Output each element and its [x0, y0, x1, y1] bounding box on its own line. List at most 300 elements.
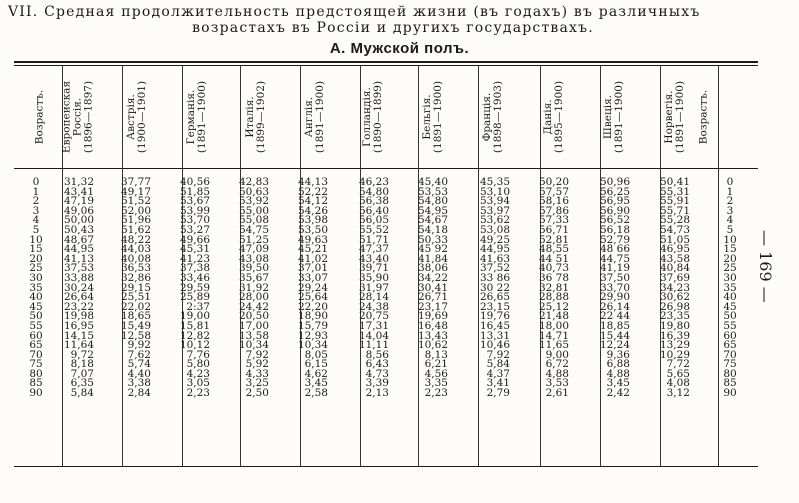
- value-cell: 13,29: [659, 339, 690, 352]
- age-cell: 10: [29, 233, 43, 246]
- value-cell: 51,85: [179, 185, 210, 198]
- value-cell: 47,19: [63, 195, 94, 208]
- value-cell: 53,62: [479, 214, 510, 227]
- column-header-label: Франція. (1898—1903): [481, 80, 504, 154]
- column-header-label: Возрастъ.: [697, 89, 710, 145]
- column-header: [169, 70, 225, 164]
- value-cell: 45,21: [297, 243, 328, 256]
- value-cell: 33 86: [479, 271, 510, 284]
- value-cell: 23,15: [479, 300, 510, 313]
- value-cell: 9,92: [127, 339, 151, 352]
- header-rule: [14, 168, 758, 169]
- value-cell: 49,06: [63, 204, 94, 217]
- value-cell: 31,32: [63, 176, 94, 188]
- value-cell: 8,18: [70, 358, 94, 371]
- age-cell: 35: [29, 281, 43, 294]
- age-cell: 15: [723, 243, 737, 256]
- value-cell: 7,62: [127, 348, 151, 361]
- value-cell: 3,45: [304, 377, 328, 390]
- value-cell: 48,55: [538, 243, 569, 256]
- value-cell: 56,18: [599, 223, 630, 236]
- value-cell: 53,70: [179, 214, 210, 227]
- value-cell: 7,76: [186, 348, 210, 361]
- value-cell: 54,80: [358, 185, 389, 198]
- age-cell: 3: [32, 204, 40, 217]
- value-cell: 29,59: [179, 281, 210, 294]
- age-cell: 20: [723, 252, 737, 265]
- value-cell: 24,38: [358, 300, 389, 313]
- value-cell: 6,88: [606, 358, 630, 371]
- value-cell: 13,43: [417, 329, 448, 342]
- value-cell: 53,98: [297, 214, 328, 227]
- value-cell: 39,71: [358, 262, 389, 275]
- value-column: [450, 178, 510, 399]
- value-cell: 15,44: [599, 329, 630, 342]
- value-cell: 3,39: [365, 377, 389, 390]
- value-cell: 30,62: [659, 291, 690, 304]
- value-cell: 45,40: [417, 176, 448, 188]
- column-header: [287, 70, 343, 164]
- value-cell: 2,79: [486, 387, 510, 400]
- value-cell: 15,49: [120, 319, 151, 332]
- value-cell: 4,37: [486, 367, 510, 380]
- value-cell: 3,35: [424, 377, 448, 390]
- value-cell: 16,45: [479, 319, 510, 332]
- column-header: [109, 70, 165, 164]
- value-cell: 46,95: [659, 243, 690, 256]
- age-cell: 1: [726, 185, 734, 198]
- value-cell: 26,64: [63, 291, 94, 304]
- top-rule-thin: [14, 65, 758, 66]
- value-cell: 33,07: [297, 271, 328, 284]
- column-header: [586, 70, 642, 164]
- column-header: [345, 70, 401, 164]
- value-cell: 51,62: [120, 223, 151, 236]
- value-cell: 3,45: [606, 377, 630, 390]
- value-cell: 50,00: [63, 214, 94, 227]
- value-cell: 53,94: [479, 195, 510, 208]
- value-cell: 12,24: [599, 339, 630, 352]
- value-cell: 26,71: [417, 291, 448, 304]
- value-cell: 53,08: [479, 223, 510, 236]
- column-header-label: Возрастъ.: [33, 89, 46, 145]
- value-cell: 18,00: [538, 319, 569, 332]
- value-cell: 21,48: [538, 310, 569, 323]
- value-cell: 11,64: [63, 339, 94, 352]
- value-cell: 19,76: [479, 310, 510, 323]
- value-cell: 12,58: [120, 329, 151, 342]
- value-cell: 6,72: [545, 358, 569, 371]
- value-cell: 37,01: [297, 262, 328, 275]
- value-cell: 19,80: [659, 319, 690, 332]
- value-cell: 28,14: [358, 291, 389, 304]
- value-cell: 28,88: [538, 291, 569, 304]
- age-cell: 30: [29, 271, 43, 284]
- value-cell: 57,57: [538, 185, 569, 198]
- value-cell: 37,38: [179, 262, 210, 275]
- value-cell: 3,12: [666, 387, 690, 400]
- value-cell: 15,81: [179, 319, 210, 332]
- value-cell: 20,50: [238, 310, 269, 323]
- value-cell: 53,53: [417, 185, 448, 198]
- value-cell: 51,25: [238, 233, 269, 246]
- age-cell: 75: [723, 358, 737, 371]
- value-cell: 33,70: [599, 281, 630, 294]
- value-cell: 10,34: [238, 339, 269, 352]
- value-cell: 36 78: [538, 271, 569, 284]
- value-cell: 54,75: [238, 223, 269, 236]
- value-cell: 50,63: [238, 185, 269, 198]
- value-cell: 2,50: [245, 387, 269, 400]
- value-cell: 4,73: [365, 367, 389, 380]
- value-cell: 22 44: [599, 310, 630, 323]
- value-cell: 23,35: [659, 310, 690, 323]
- age-cell: 60: [29, 329, 43, 342]
- value-column: [329, 178, 389, 399]
- value-cell: 20,75: [358, 310, 389, 323]
- value-cell: 16,95: [63, 319, 94, 332]
- value-cell: 9,00: [545, 348, 569, 361]
- column-header-label: Германія. (1891—1900): [185, 80, 208, 154]
- age-cell: 1: [32, 185, 40, 198]
- value-cell: 18,90: [297, 310, 328, 323]
- value-cell: 18,65: [120, 310, 151, 323]
- value-cell: 37,53: [63, 262, 94, 275]
- value-cell: 32,86: [120, 271, 151, 284]
- value-cell: 12,93: [297, 329, 328, 342]
- value-cell: 40,56: [179, 176, 210, 188]
- value-cell: 48,22: [120, 233, 151, 246]
- value-cell: 43,40: [358, 252, 389, 265]
- value-cell: 4,56: [424, 367, 448, 380]
- value-cell: 3,41: [486, 377, 510, 390]
- value-cell: 7,07: [70, 367, 94, 380]
- value-cell: 55,71: [659, 204, 690, 217]
- value-cell: 55,08: [238, 214, 269, 227]
- value-cell: 52,00: [120, 204, 151, 217]
- value-cell: 10,29: [659, 348, 690, 361]
- value-cell: 23,22: [63, 300, 94, 313]
- column-header-label: Бельгія. (1891—1900): [421, 80, 444, 154]
- value-cell: 47,37: [358, 243, 389, 256]
- value-cell: 54,67: [417, 214, 448, 227]
- value-cell: 50,41: [659, 176, 690, 188]
- value-cell: 10,34: [297, 339, 328, 352]
- column-header-label: Данія. (1895—1900): [542, 80, 565, 154]
- value-cell: 41,84: [417, 252, 448, 265]
- value-cell: 2,23: [186, 387, 210, 400]
- age-cell: 55: [29, 319, 43, 332]
- value-cell: 28,00: [238, 291, 269, 304]
- value-cell: 55,31: [659, 185, 690, 198]
- value-column: [509, 178, 569, 399]
- value-column: [268, 178, 328, 399]
- value-cell: 49,17: [120, 185, 151, 198]
- column-header-label: Голландія. (1890—1899): [361, 80, 384, 154]
- value-cell: 14,71: [538, 329, 569, 342]
- age-cell: 25: [29, 262, 43, 275]
- value-cell: 5,84: [70, 387, 94, 400]
- value-cell: 48,67: [63, 233, 94, 246]
- value-cell: 3,53: [545, 377, 569, 390]
- column-header-label: Англія. (1891—1900): [303, 80, 326, 154]
- value-cell: 4,88: [606, 367, 630, 380]
- value-cell: 36,53: [120, 262, 151, 275]
- value-cell: 2,58: [304, 387, 328, 400]
- value-cell: 50,20: [538, 176, 569, 188]
- value-cell: 13,58: [238, 329, 269, 342]
- value-cell: 52,81: [538, 233, 569, 246]
- value-cell: 53,27: [179, 223, 210, 236]
- value-cell: 50,43: [63, 223, 94, 236]
- table-title: [8, 4, 778, 36]
- age-cell: 80: [723, 367, 737, 380]
- value-cell: 31,92: [238, 281, 269, 294]
- age-cell: 5: [32, 223, 40, 236]
- age-cell: 45: [29, 300, 43, 313]
- age-cell: 4: [726, 214, 734, 227]
- value-cell: 4,33: [245, 367, 269, 380]
- value-column: [570, 178, 630, 399]
- value-cell: 45,35: [479, 176, 510, 188]
- column-header-label: Норвегія. (1891—1900): [663, 80, 686, 154]
- age-cell: 2: [726, 195, 734, 208]
- value-cell: 45,31: [179, 243, 210, 256]
- value-cell: 53,50: [297, 223, 328, 236]
- value-cell: 30,41: [417, 281, 448, 294]
- value-cell: 54,26: [297, 204, 328, 217]
- value-cell: 41,23: [179, 252, 210, 265]
- value-cell: 41,19: [599, 262, 630, 275]
- value-cell: 40,84: [659, 262, 690, 275]
- age-cell: 40: [29, 291, 43, 304]
- age-cell: 65: [723, 339, 737, 352]
- value-cell: 11,65: [538, 339, 569, 352]
- value-cell: 50,96: [599, 176, 630, 188]
- value-cell: 51,71: [358, 233, 389, 246]
- value-cell: 52,22: [297, 185, 328, 198]
- value-cell: 48 66: [599, 243, 630, 256]
- value-cell: 44,13: [297, 176, 328, 188]
- value-cell: 39,50: [238, 262, 269, 275]
- value-cell: 41,13: [63, 252, 94, 265]
- value-cell: 10,12: [179, 339, 210, 352]
- value-cell: 46,23: [358, 176, 389, 188]
- value-cell: 55,91: [659, 195, 690, 208]
- value-cell: 25,89: [179, 291, 210, 304]
- value-cell: 44,75: [599, 252, 630, 265]
- title-line-1: VII. Средная продолжительность предстоящей жизни (въ годахъ) въ различныхъ: [8, 4, 701, 20]
- value-cell: 44,95: [479, 243, 510, 256]
- value-cell: 22,20: [297, 300, 328, 313]
- column-header: [50, 70, 106, 164]
- column-header: [676, 70, 732, 164]
- value-cell: 11,11: [358, 339, 389, 352]
- age-cell: 75: [29, 358, 43, 371]
- value-cell: 24,42: [238, 300, 269, 313]
- value-cell: 9,36: [606, 348, 630, 361]
- value-cell: 43,58: [659, 252, 690, 265]
- age-cell: 80: [29, 367, 43, 380]
- value-cell: 37,77: [120, 176, 151, 188]
- column-header-label: Швеція. (1891—1900): [602, 80, 625, 154]
- value-cell: 2,42: [606, 387, 630, 400]
- value-cell: 42,83: [238, 176, 269, 188]
- value-cell: 53,92: [238, 195, 269, 208]
- value-cell: 2,13: [365, 387, 389, 400]
- value-cell: 44,03: [120, 243, 151, 256]
- value-cell: 34,22: [417, 271, 448, 284]
- value-cell: 56,05: [358, 214, 389, 227]
- value-cell: 45 92: [417, 243, 448, 256]
- value-cell: 26,14: [599, 300, 630, 313]
- value-cell: 54,95: [417, 204, 448, 217]
- value-cell: 30,24: [63, 281, 94, 294]
- age-cell: 70: [29, 348, 43, 361]
- value-cell: 19,98: [63, 310, 94, 323]
- value-cell: 9,72: [70, 348, 94, 361]
- value-column: [209, 178, 269, 399]
- value-cell: 5,65: [666, 367, 690, 380]
- value-cell: 7,92: [245, 348, 269, 361]
- value-cell: 55,28: [659, 214, 690, 227]
- value-cell: 37,52: [479, 262, 510, 275]
- value-cell: 35,67: [238, 271, 269, 284]
- age-cell: 50: [723, 310, 737, 323]
- value-cell: 54,73: [659, 223, 690, 236]
- value-cell: 14,04: [358, 329, 389, 342]
- column-header: [228, 70, 284, 164]
- age-cell: 90: [723, 387, 737, 400]
- age-cell: 85: [29, 377, 43, 390]
- age-cell: 85: [723, 377, 737, 390]
- value-cell: 4,88: [545, 367, 569, 380]
- value-cell: 40,73: [538, 262, 569, 275]
- value-cell: 7,72: [666, 358, 690, 371]
- value-cell: 37,50: [599, 271, 630, 284]
- value-cell: 18,85: [599, 319, 630, 332]
- value-cell: 29,15: [120, 281, 151, 294]
- value-cell: 4,08: [666, 377, 690, 390]
- value-cell: 16,39: [659, 329, 690, 342]
- value-cell: 23,17: [417, 300, 448, 313]
- value-cell: 54,80: [417, 195, 448, 208]
- age-cell: 55: [723, 319, 737, 332]
- age-cell: 20: [29, 252, 43, 265]
- value-cell: 43,08: [238, 252, 269, 265]
- value-cell: 58,16: [538, 195, 569, 208]
- value-cell: 22,02: [120, 300, 151, 313]
- value-cell: 25,12: [538, 300, 569, 313]
- value-cell: 38,06: [417, 262, 448, 275]
- value-cell: 56,71: [538, 223, 569, 236]
- age-cell: 60: [723, 329, 737, 342]
- value-cell: 34,23: [659, 281, 690, 294]
- value-cell: 2,84: [127, 387, 151, 400]
- value-column: [91, 178, 151, 399]
- value-cell: 3,38: [127, 377, 151, 390]
- value-cell: 41,63: [479, 252, 510, 265]
- value-cell: 56,90: [599, 204, 630, 217]
- value-cell: 35,90: [358, 271, 389, 284]
- value-cell: 37,69: [659, 271, 690, 284]
- page-number: — 169 —: [756, 230, 775, 303]
- value-cell: 44 51: [538, 252, 569, 265]
- top-rule: [14, 61, 758, 63]
- age-cell: 2: [32, 195, 40, 208]
- value-cell: 6,43: [365, 358, 389, 371]
- value-cell: 5,74: [127, 358, 151, 371]
- column-header: [526, 70, 582, 164]
- column-header-label: Австрія. (1900—1901): [125, 80, 148, 154]
- age-cell: 30: [723, 271, 737, 284]
- value-cell: 51,96: [120, 214, 151, 227]
- value-cell: 40,08: [120, 252, 151, 265]
- bottom-rule: [14, 466, 758, 467]
- value-cell: 56,25: [599, 185, 630, 198]
- value-cell: 4,23: [186, 367, 210, 380]
- value-cell: 8,56: [365, 348, 389, 361]
- value-cell: 54,12: [297, 195, 328, 208]
- value-cell: 53,97: [479, 204, 510, 217]
- value-cell: 50,33: [417, 233, 448, 246]
- value-cell: 56,40: [358, 204, 389, 217]
- age-cell: 0: [726, 176, 734, 188]
- value-cell: 16,48: [417, 319, 448, 332]
- age-cell: 15: [29, 243, 43, 256]
- value-cell: 5,80: [186, 358, 210, 371]
- value-cell: 52,79: [599, 233, 630, 246]
- age-cell: 3: [726, 204, 734, 217]
- value-cell: 17,00: [238, 319, 269, 332]
- value-cell: 2:37: [186, 300, 210, 313]
- value-cell: 2,23: [424, 387, 448, 400]
- value-cell: 44,95: [63, 243, 94, 256]
- value-cell: 56,95: [599, 195, 630, 208]
- value-cell: 51,52: [120, 195, 151, 208]
- value-cell: 14,15: [63, 329, 94, 342]
- value-cell: 29,24: [297, 281, 328, 294]
- value-cell: 5,84: [486, 358, 510, 371]
- age-cell: 50: [29, 310, 43, 323]
- column-header: [465, 70, 521, 164]
- value-cell: 25,51: [120, 291, 151, 304]
- value-cell: 53,99: [179, 204, 210, 217]
- age-cell: 0: [32, 176, 40, 188]
- value-cell: 57,86: [538, 204, 569, 217]
- value-cell: 6,15: [304, 358, 328, 371]
- value-cell: 49,66: [179, 233, 210, 246]
- value-cell: 19,69: [417, 310, 448, 323]
- age-column: [700, 178, 760, 399]
- value-cell: 3,05: [186, 377, 210, 390]
- value-cell: 57,33: [538, 214, 569, 227]
- section-subtitle: А. Мужской полъ.: [329, 40, 470, 57]
- value-cell: 10,62: [417, 339, 448, 352]
- value-cell: 7,92: [486, 348, 510, 361]
- value-cell: 56,38: [358, 195, 389, 208]
- value-cell: 3,25: [245, 377, 269, 390]
- value-cell: 53,67: [179, 195, 210, 208]
- age-cell: 4: [32, 214, 40, 227]
- value-cell: 15,79: [297, 319, 328, 332]
- value-cell: 33,46: [179, 271, 210, 284]
- age-cell: 40: [723, 291, 737, 304]
- value-cell: 2,61: [545, 387, 569, 400]
- value-cell: 17,31: [358, 319, 389, 332]
- value-cell: 13,31: [479, 329, 510, 342]
- age-cell: 5: [726, 223, 734, 236]
